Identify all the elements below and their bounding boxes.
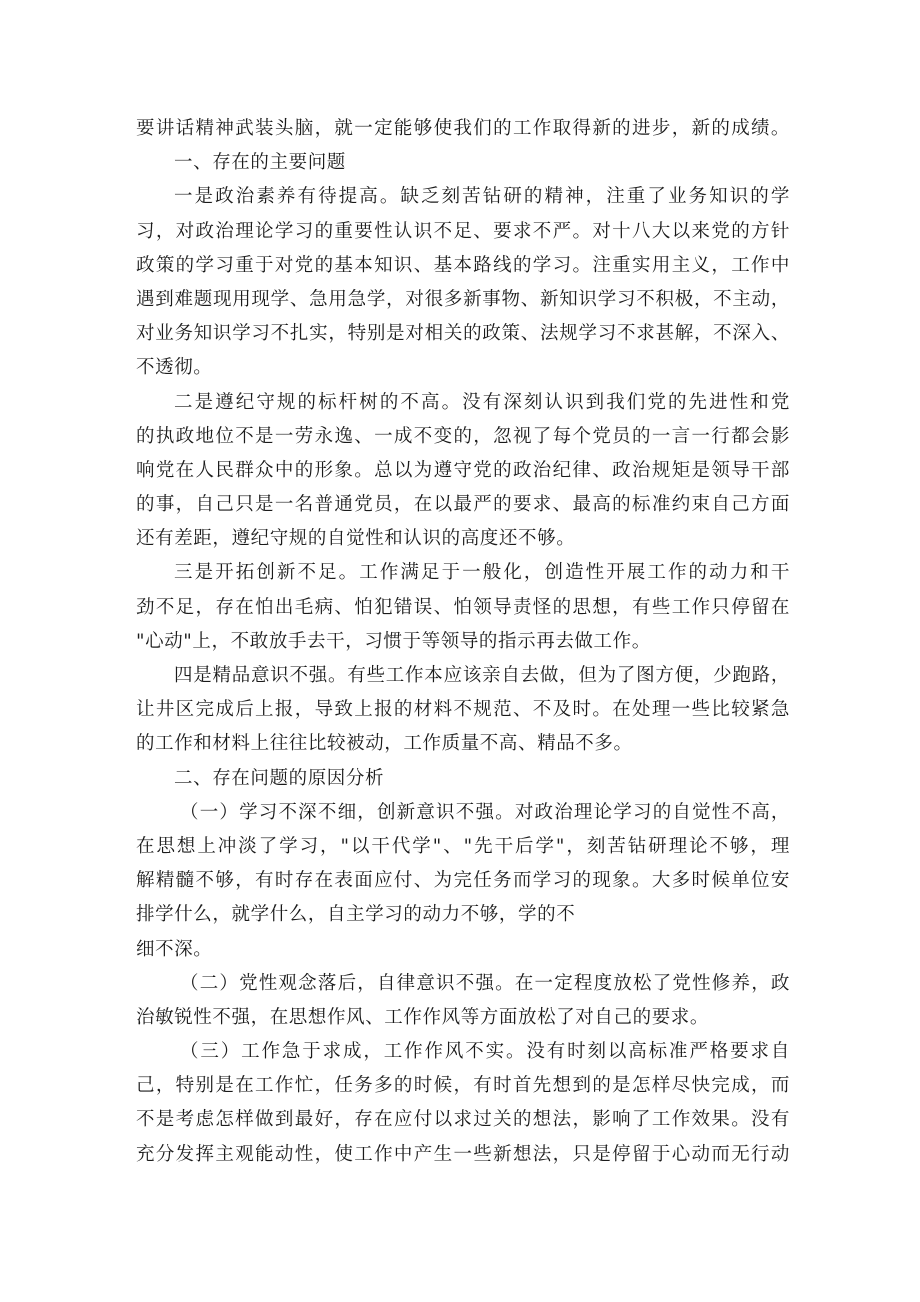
text-line: 响党在人民群众中的形象。总以为遵守党的政治纪律、政治规矩是领导干部	[136, 459, 790, 481]
text-line: 己，特别是在工作忙，任务多的时候，有时首先想到的是怎样尽快完成，而	[136, 1075, 790, 1097]
text-line: 政策的学习重于对党的基本知识、基本路线的学习。注重实用主义，工作中	[136, 254, 790, 276]
section-heading: 一、存在的主要问题	[174, 152, 346, 174]
text-line: 要讲话精神武装头脑，就一定能够使我们的工作取得新的进步，新的成绩。	[136, 118, 790, 139]
text-line: （三）工作急于求成，工作作风不实。没有时刻以高标准严格要求自	[180, 1041, 790, 1063]
text-line: 三是开拓创新不足。工作满足于一般化，创造性开展工作的动力和干	[174, 562, 790, 584]
text-line: 四是精品意识不强。有些工作本应该亲自去做，但为了图方便，少跑路，	[174, 665, 790, 686]
text-line: 治敏锐性不强，在思想作风、工作作风等方面放松了对自己的要求。	[136, 1006, 710, 1028]
section-heading: 二、存在问题的原因分析	[174, 767, 385, 789]
text-line: 一是政治素养有待提高。缺乏刻苦钻研的精神，注重了业务知识的学	[174, 186, 790, 208]
text-line: 的事，自己只是一名普通党员，在以最严的要求、最高的标准约束自己方面	[136, 494, 790, 516]
text-line: 对业务知识学习不扎实，特别是对相关的政策、法规学习不求甚解，不深入、	[136, 323, 790, 345]
text-line: 的执政地位不是一劳永逸、一成不变的，忽视了每个党员的一言一行都会影	[136, 425, 790, 447]
text-line: 让井区完成后上报，导致上报的材料不规范、不及时。在处理一些比较紧急	[136, 699, 790, 721]
text-line: 还有差距，遵纪守规的自觉性和认识的高度还不够。	[136, 528, 576, 550]
text-line: （一）学习不深不细，创新意识不强。对政治理论学习的自觉性不高，	[180, 801, 790, 823]
text-line: 遇到难题现用现学、急用急学，对很多新事物、新知识学习不积极，不主动，	[136, 288, 790, 310]
document-body	[136, 112, 790, 1172]
text-line: 细不深。	[136, 938, 213, 960]
text-line: 不是考虑怎样做到最好，存在应付以求过关的想法，影响了工作效果。没有	[136, 1109, 790, 1131]
text-line: 在思想上冲淡了学习，"以干代学"、"先干后学"，刻苦钻研理论不够，理	[136, 835, 790, 857]
text-line: 解精髓不够，有时存在表面应付、为完任务而学习的现象。大多时候单位安	[136, 870, 790, 892]
text-line: 不透彻。	[136, 357, 213, 379]
text-line: "心动"上，不敢放手去干，习惯于等领导的指示再去做工作。	[136, 630, 651, 652]
text-line: 的工作和材料上往往比较被动，工作质量不高、精品不多。	[136, 733, 633, 755]
text-line: （二）党性观念落后，自律意识不强。在一定程度放松了党性修养，政	[180, 972, 790, 994]
text-line: 劲不足，存在怕出毛病、怕犯错误、怕领导责怪的思想，有些工作只停留在	[136, 596, 790, 618]
text-line: 习，对政治理论学习的重要性认识不足、要求不严。对十八大以来党的方针	[136, 220, 790, 242]
text-line: 充分发挥主观能动性，使工作中产生一些新想法，只是停留于心动而无行动	[136, 1143, 790, 1165]
text-line: 排学什么，就学什么，自主学习的动力不够，学的不	[136, 904, 576, 926]
text-line: 二是遵纪守规的标杆树的不高。没有深刻认识到我们党的先进性和党	[174, 391, 790, 413]
